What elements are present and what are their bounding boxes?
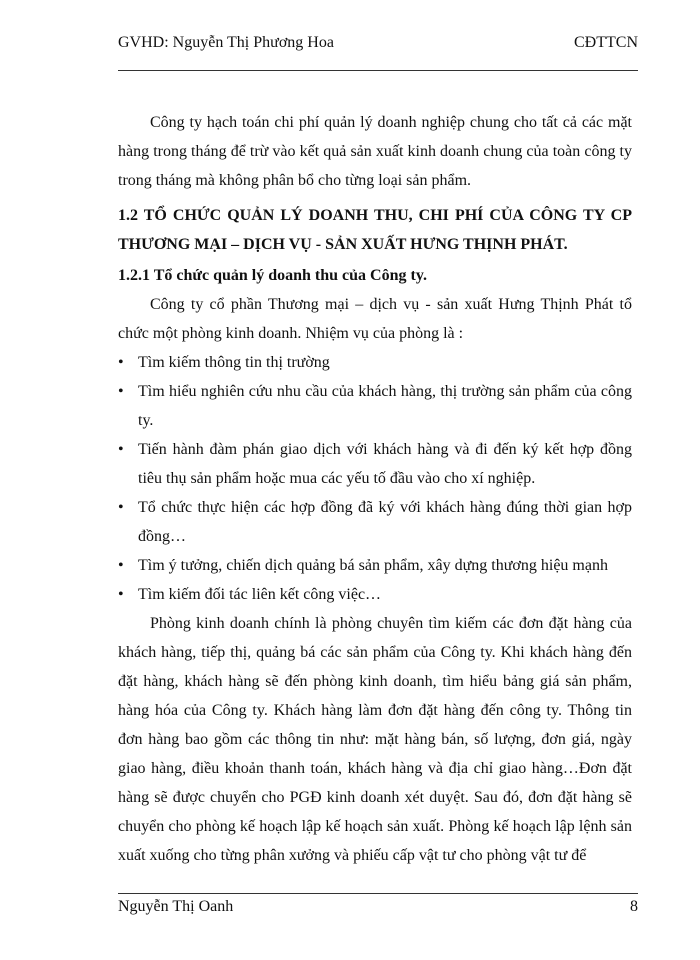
page-number: 8 [630,898,638,915]
bullet-icon: • [118,499,124,516]
paragraph-duties-intro: Công ty cổ phần Thương mại – dịch vụ - sản xuất Hưng Thịnh Phát tổ chức một phòng kinh doanh. Nhiệm vụ của phòng là : [118,296,632,342]
bullet-icon: • [118,441,124,458]
section-heading: 1.2 TỔ CHỨC QUẢN LÝ DOANH THU, CHI PHÍ CỦA CÔNG TY CP THƯƠNG MẠI – DỊCH VỤ - SẢN XUẤT HƯNG THỊNH PHÁT. [118,207,632,253]
header-program: CĐTTCN [574,34,638,51]
header-divider [118,70,638,71]
header-supervisor: GVHD: Nguyễn Thị Phương Hoa [118,34,334,51]
list-item: • Tìm hiểu nghiên cứu nhu cầu của khách hàng, thị trường sản phẩm của công ty. [118,377,632,435]
list-item: • Tìm ý tưởng, chiến dịch quảng bá sản phẩm, xây dựng thương hiệu mạnh [118,551,632,580]
list-item: • Tiến hành đàm phán giao dịch với khách hàng và đi đến ký kết hợp đồng tiêu thụ sản phẩm hoặc mua các yếu tố đầu vào cho xí nghiệp. [118,435,632,493]
page-header [118,34,638,56]
list-item: • Tổ chức thực hiện các hợp đồng đã ký với khách hàng đúng thời gian hợp đồng… [118,493,632,551]
paragraph-sales-process: Phòng kinh doanh chính là phòng chuyên tìm kiếm các đơn đặt hàng của khách hàng, tiếp thị, quảng bá các sản phẩm của Công ty. Khi khách hàng đến đặt hàng, khách hàng sẽ đến phòng kinh doanh, tìm hiểu bảng giá sản phẩm, hàng hóa của Công ty. Khách hàng làm đơn đặt hàng đến công ty. Thông tin đơn hàng bao gồm các thông tin như: mặt hàng bán, số lượng, đơn giá, ngày giao hàng, điều khoản thanh toán, khách hàng và địa chỉ giao hàng…Đơn đặt hàng sẽ được chuyển cho PGĐ kinh doanh xét duyệt. Sau đó, đơn đặt hàng sẽ chuyển cho phòng kế hoạch lập kế hoạch sản xuất. Phòng kế hoạch lập lệnh sản xuất xuống cho từng phân xưởng và phiếu cấp vật tư cho phòng vật tư để [118,615,632,864]
footer-divider [118,893,638,894]
bullet-icon: • [118,383,124,400]
duties-list [118,348,632,609]
list-item: • Tìm kiếm thông tin thị trường [118,348,632,377]
list-item: • Tìm kiếm đối tác liên kết công việc… [118,580,632,609]
bullet-icon: • [118,586,124,603]
page-body [118,108,632,870]
bullet-icon: • [118,354,124,371]
subsection-heading: 1.2.1 Tổ chức quản lý doanh thu của Công ty. [118,267,427,284]
bullet-icon: • [118,557,124,574]
paragraph-intro: Công ty hạch toán chi phí quản lý doanh nghiệp chung cho tất cả các mặt hàng trong tháng để trừ vào kết quả sản xuất kinh doanh chung của toàn công ty trong tháng mà không phân bổ cho từng loại sản phẩm. [118,114,632,189]
footer-author: Nguyễn Thị Oanh [118,898,234,915]
